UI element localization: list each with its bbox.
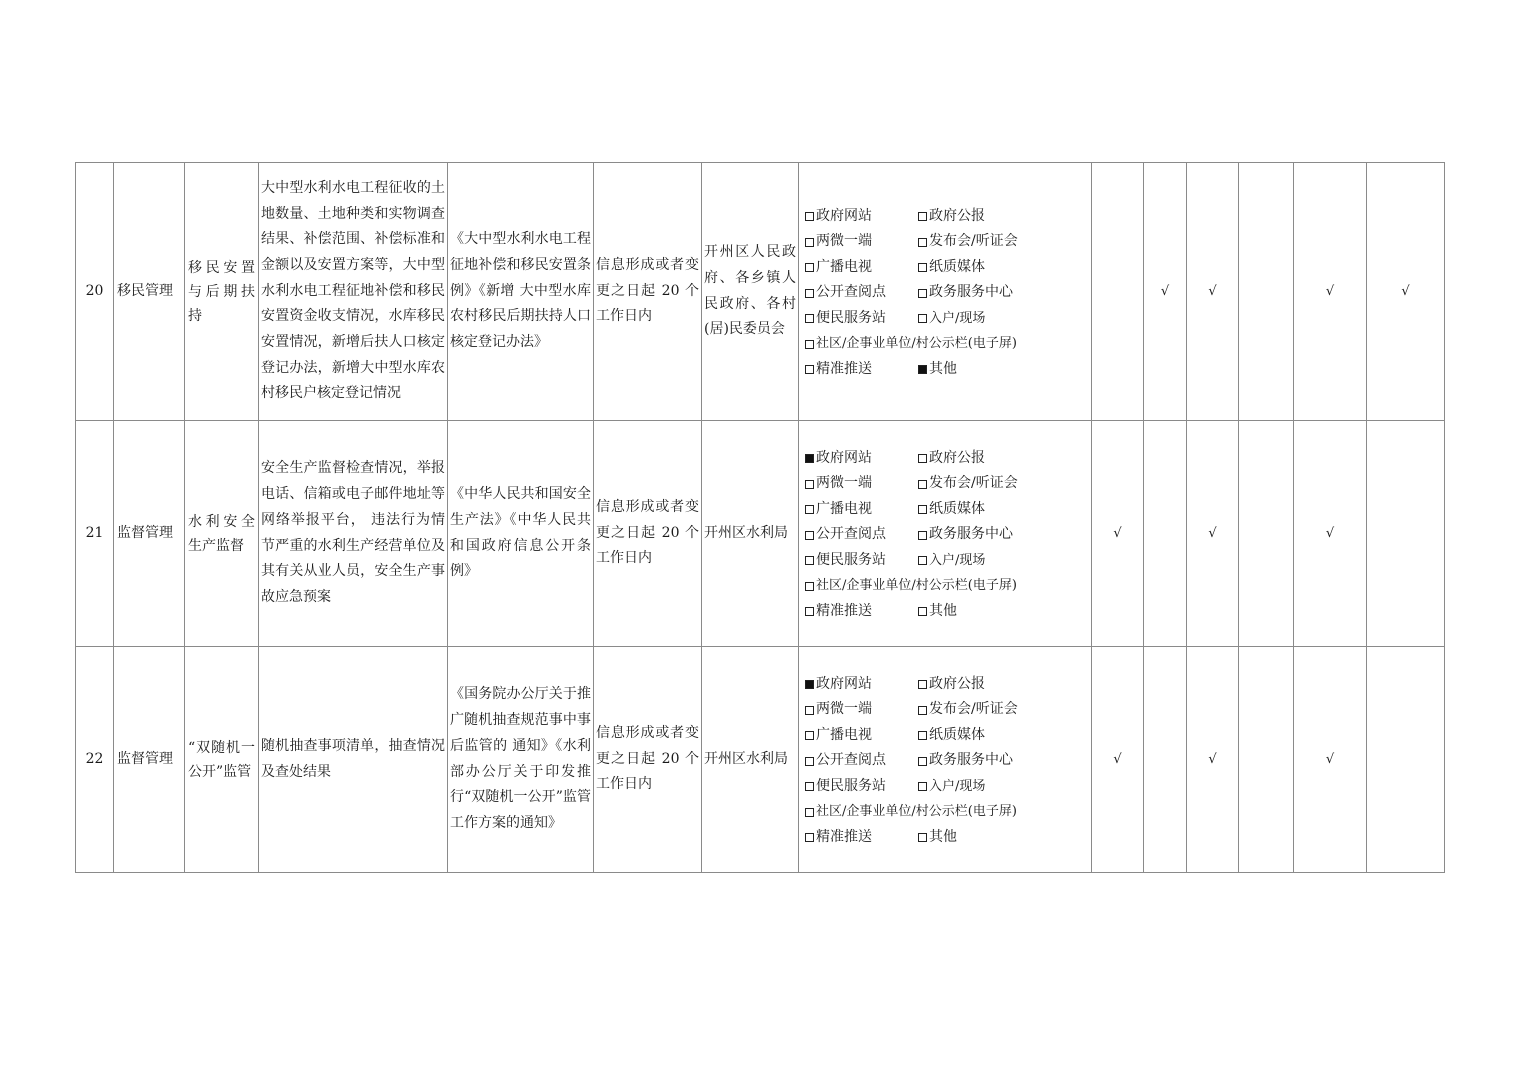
channel-bulletin — [805, 331, 1017, 357]
mark-cell — [1239, 163, 1294, 421]
checkbox-icon — [918, 757, 927, 766]
channel-label: 政务服务中心 — [929, 526, 1013, 543]
check-mark: √ — [1113, 751, 1122, 767]
channel-two-one — [805, 229, 918, 255]
check-mark: √ — [1208, 751, 1217, 767]
channel-label: 纸质媒体 — [929, 726, 985, 743]
channel-reading-point — [805, 280, 918, 306]
channel-gov-site — [805, 672, 918, 698]
checkbox-icon — [918, 607, 927, 616]
check-mark: √ — [1113, 525, 1122, 541]
subject-cell: 开州区水利局 — [702, 421, 799, 647]
channel-service-center — [918, 748, 1013, 774]
checkbox-icon — [805, 505, 814, 514]
channel-push — [805, 357, 918, 383]
channel-gov-gazette — [918, 204, 985, 230]
basis-cell: 《中华人民共和国安全生产法》《中华人民共和国政府信息公开条例》 — [448, 421, 594, 647]
channel-reading-point — [805, 522, 918, 548]
checkbox-icon — [805, 607, 814, 616]
check-mark: √ — [1325, 525, 1335, 541]
mark-cell — [1187, 647, 1239, 873]
channel-label: 发布会/听证会 — [929, 233, 1018, 250]
channel-label: 两微一端 — [816, 701, 872, 718]
mark-cell — [1144, 647, 1187, 873]
checkbox-icon — [805, 238, 814, 247]
checkbox-icon — [918, 480, 927, 489]
channel-label: 政务服务中心 — [929, 284, 1013, 301]
table-row — [76, 421, 1445, 647]
checkbox-icon — [805, 454, 814, 463]
channel-bulletin — [805, 573, 1017, 599]
channel-label: 政府公报 — [929, 675, 985, 692]
checkbox-icon — [918, 212, 927, 221]
channel-service-station — [805, 774, 918, 800]
row-number: 21 — [76, 421, 114, 647]
checkbox-icon — [918, 680, 927, 689]
checkbox-icon — [918, 314, 927, 323]
mark-cell — [1367, 421, 1445, 647]
channel-label: 政府网站 — [816, 675, 872, 692]
checkbox-icon — [918, 505, 927, 514]
channel-paper — [918, 497, 985, 523]
checkbox-icon — [805, 731, 814, 740]
channel-paper — [918, 255, 985, 281]
channel-label: 公开查阅点 — [816, 526, 886, 543]
mark-cell — [1294, 647, 1367, 873]
channel-gov-site — [805, 204, 918, 230]
checkbox-icon — [805, 263, 814, 272]
check-mark: √ — [1325, 751, 1335, 767]
channel-bulletin — [805, 799, 1017, 825]
checkbox-icon — [805, 782, 814, 791]
channel-label: 便民服务站 — [816, 777, 886, 794]
channel-other — [918, 825, 957, 851]
mark-cell — [1367, 163, 1445, 421]
subject-cell: 开州区水利局 — [702, 647, 799, 873]
content-cell: 随机抽查事项清单，抽查情况及查处结果 — [259, 647, 448, 873]
row-number: 20 — [76, 163, 114, 421]
disclosure-table — [75, 162, 1445, 873]
checkbox-icon — [918, 782, 927, 791]
check-mark: √ — [1208, 525, 1217, 541]
mark-cell — [1239, 647, 1294, 873]
checkbox-icon — [805, 833, 814, 842]
channel-gov-gazette — [918, 446, 985, 472]
checkbox-icon — [805, 365, 814, 374]
checkbox-icon — [918, 365, 927, 374]
channel-label: 社区/企事业单位/村公示栏(电子屏) — [816, 804, 1017, 820]
checkbox-icon — [918, 289, 927, 298]
channel-door — [918, 306, 985, 332]
channel-label: 政府公报 — [929, 449, 985, 466]
checkbox-icon — [805, 556, 814, 565]
channel-label: 其他 — [929, 828, 957, 845]
check-mark: √ — [1325, 283, 1335, 299]
channel-label: 社区/企事业单位/村公示栏(电子屏) — [816, 578, 1017, 594]
mark-cell — [1092, 163, 1144, 421]
checkbox-icon — [918, 556, 927, 565]
channel-gov-gazette — [918, 672, 985, 698]
channel-label: 其他 — [929, 360, 957, 377]
channel-label: 精准推送 — [816, 360, 872, 377]
mark-cell — [1187, 163, 1239, 421]
channel-label: 便民服务站 — [816, 309, 886, 326]
basis-cell: 《国务院办公厅关于推广随机抽查规范事中事后监管的 通知》《水利部办公厅关于印发推行“双随机一公开”监管工作方案的通知》 — [448, 647, 594, 873]
checkbox-icon — [805, 680, 814, 689]
checkbox-icon — [805, 582, 814, 591]
channel-label: 政府网站 — [816, 207, 872, 224]
channel-label: 公开查阅点 — [816, 752, 886, 769]
time-limit-cell: 信息形成或者变更之日起 20 个工作日内 — [594, 163, 702, 421]
channels-cell — [799, 647, 1092, 873]
channel-reading-point — [805, 748, 918, 774]
mark-cell — [1239, 421, 1294, 647]
channel-label: 入户/现场 — [929, 552, 986, 568]
checkbox-icon — [918, 833, 927, 842]
channels-cell — [799, 421, 1092, 647]
channel-label: 两微一端 — [816, 475, 872, 492]
item-cell: 水利安全生产监督 — [185, 421, 259, 647]
time-limit-cell: 信息形成或者变更之日起 20 个工作日内 — [594, 421, 702, 647]
channel-door — [918, 774, 985, 800]
channel-paper — [918, 723, 985, 749]
checkbox-icon — [805, 480, 814, 489]
channel-gov-site — [805, 446, 918, 472]
channel-other — [918, 599, 957, 625]
channel-label: 其他 — [929, 602, 957, 619]
table-row — [76, 647, 1445, 873]
channel-label: 发布会/听证会 — [929, 701, 1018, 718]
checkbox-icon — [918, 238, 927, 247]
channel-label: 入户/现场 — [929, 310, 986, 326]
check-mark: √ — [1160, 283, 1170, 299]
mark-cell — [1092, 647, 1144, 873]
channel-label: 纸质媒体 — [929, 500, 985, 517]
channel-label: 公开查阅点 — [816, 284, 886, 301]
channel-label: 纸质媒体 — [929, 258, 985, 275]
channel-label: 广播电视 — [816, 258, 872, 275]
channel-push — [805, 599, 918, 625]
row-number: 22 — [76, 647, 114, 873]
channel-door — [918, 548, 985, 574]
category-cell: 监督管理 — [114, 421, 185, 647]
checkbox-icon — [805, 212, 814, 221]
channel-press — [918, 471, 1018, 497]
channel-press — [918, 697, 1018, 723]
channel-label: 政府公报 — [929, 207, 985, 224]
time-limit-cell: 信息形成或者变更之日起 20 个工作日内 — [594, 647, 702, 873]
mark-cell — [1294, 421, 1367, 647]
mark-cell — [1092, 421, 1144, 647]
checkbox-icon — [805, 314, 814, 323]
content-cell: 大中型水利水电工程征收的土地数量、土地种类和实物调查结果、补偿范围、补偿标准和金额以及安置方案等，大中型水利水电工程征地补偿和移民安置资金收支情况，水库移民安置情况，新增后扶人口核定登记办法，新增大中型水库农村移民户核定登记情况 — [259, 163, 448, 421]
table-row — [76, 163, 1445, 421]
channel-push — [805, 825, 918, 851]
checkbox-icon — [805, 706, 814, 715]
channel-broadcast — [805, 723, 918, 749]
channel-label: 社区/企事业单位/村公示栏(电子屏) — [816, 336, 1017, 352]
channel-service-center — [918, 522, 1013, 548]
checkbox-icon — [805, 289, 814, 298]
checkbox-icon — [918, 531, 927, 540]
channel-label: 入户/现场 — [929, 778, 986, 794]
category-cell: 监督管理 — [114, 647, 185, 873]
channel-label: 广播电视 — [816, 726, 872, 743]
item-cell: 移民安置与后期扶持 — [185, 163, 259, 421]
mark-cell — [1187, 421, 1239, 647]
channel-label: 广播电视 — [816, 500, 872, 517]
channel-press — [918, 229, 1018, 255]
check-mark: √ — [1208, 283, 1217, 299]
checkbox-icon — [805, 531, 814, 540]
subject-cell: 开州区人民政府、各乡镇人民政府、各村(居)民委员会 — [702, 163, 799, 421]
basis-cell: 《大中型水利水电工程征地补偿和移民安置条例》《新增 大中型水库农村移民后期扶持人口核定登记办法》 — [448, 163, 594, 421]
check-mark: √ — [1401, 283, 1410, 299]
checkbox-icon — [918, 731, 927, 740]
channels-cell — [799, 163, 1092, 421]
checkbox-icon — [805, 808, 814, 817]
item-cell: “双随机一公开”监管 — [185, 647, 259, 873]
channel-other — [918, 357, 957, 383]
mark-cell — [1367, 647, 1445, 873]
channel-label: 精准推送 — [816, 602, 872, 619]
mark-cell — [1294, 163, 1367, 421]
channel-label: 便民服务站 — [816, 551, 886, 568]
channel-broadcast — [805, 255, 918, 281]
checkbox-icon — [918, 454, 927, 463]
mark-cell — [1144, 163, 1187, 421]
checkbox-icon — [918, 263, 927, 272]
channel-service-station — [805, 548, 918, 574]
content-cell: 安全生产监督检查情况，举报电话、信箱或电子邮件地址等网络举报平台， 违法行为情节严重的水利生产经营单位及其有关从业人员，安全生产事故应急预案 — [259, 421, 448, 647]
channel-two-one — [805, 471, 918, 497]
channel-broadcast — [805, 497, 918, 523]
channel-service-station — [805, 306, 918, 332]
channel-label: 发布会/听证会 — [929, 475, 1018, 492]
channel-label: 精准推送 — [816, 828, 872, 845]
channel-label: 政务服务中心 — [929, 752, 1013, 769]
mark-cell — [1144, 421, 1187, 647]
channel-label: 政府网站 — [816, 449, 872, 466]
channel-two-one — [805, 697, 918, 723]
category-cell: 移民管理 — [114, 163, 185, 421]
channel-label: 两微一端 — [816, 233, 872, 250]
checkbox-icon — [805, 340, 814, 349]
channel-service-center — [918, 280, 1013, 306]
checkbox-icon — [918, 706, 927, 715]
checkbox-icon — [805, 757, 814, 766]
